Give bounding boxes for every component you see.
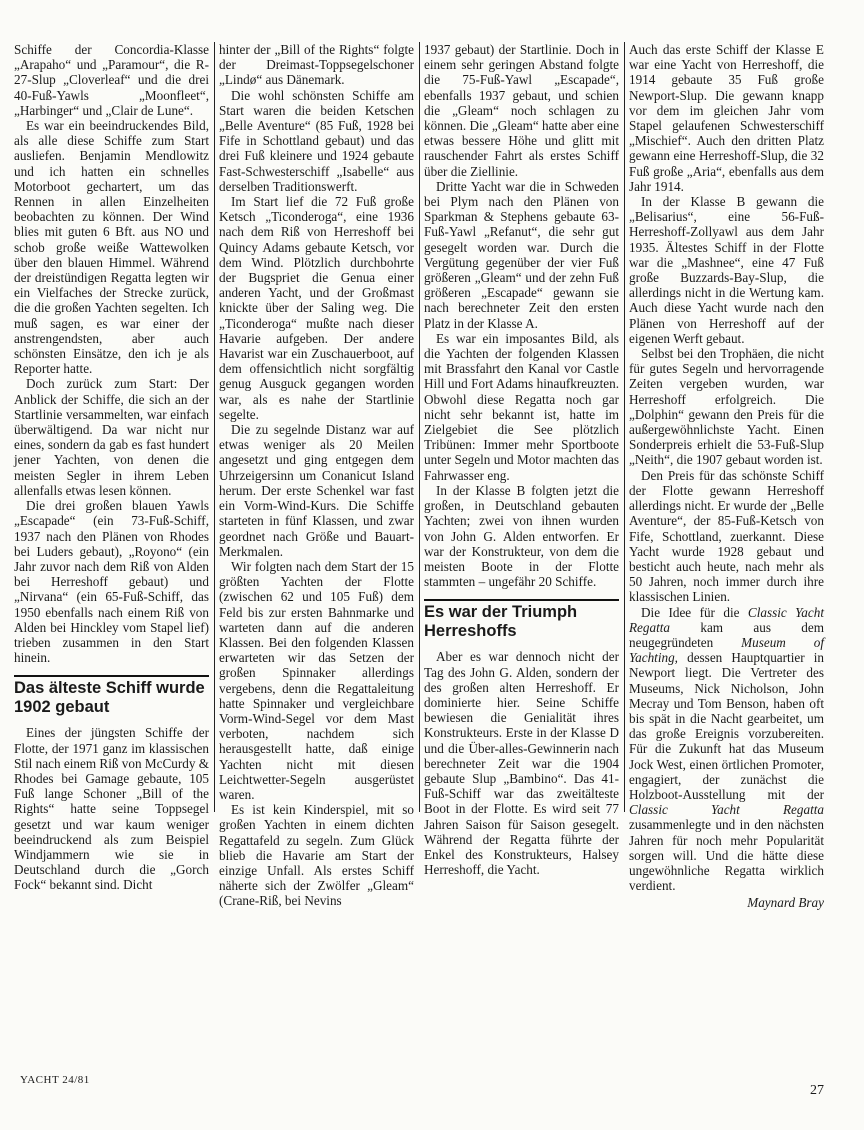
column-4 <box>629 42 824 911</box>
subheading-box <box>424 599 619 641</box>
column-rule <box>214 42 215 812</box>
paragraph: Den Preis für das schönste Schiff der Flotte gewann Herreshoff allerdings nicht. Er wurde der „Belle Aventure“, der 85-Fuß-Ketsch von Fife, Schottland, zuerkannt. Diese Yacht wurde 1928 gebaut und besticht auch heute, nach mehr als 50 Jahren, noch immer durch ihre klassischen Linien. <box>629 467 824 605</box>
page-number: 27 <box>810 1083 824 1098</box>
paragraph: Im Start lief die 72 Fuß große Ketsch „Ticonderoga“, eine 1936 nach dem Riß von Herreshoff bei Quincy Adams gebaute Ketsch, vor dem Wind. Plötzlich durchbohrte der Bugspriet die Genua einer anderen Yacht, und der Großmast knickte über der Saling weg. Die „Ticonderoga“ mußte nach dieser Havarie aufgeben. Der andere Havarist war ein Zuschauerboot, auf dem offensichtlich nicht sorgfältig genug Ausguck gegangen worden war, als es nahe der Startlinie segelte. <box>219 194 414 422</box>
column-3 <box>424 42 619 878</box>
paragraph: 1937 gebaut) der Startlinie. Doch in einem sehr geringen Abstand folgte die 75-Fuß-Yawl „Escapade“, ebenfalls 1937 gebaut, und schien die „Gleam“ noch schlagen zu können. Die „Gleam“ hatte aber eine etwas bessere Höhe und glitt mit rauschender Fahrt als erstes Schiff über die Ziellinie. <box>424 42 619 179</box>
paragraph: In der Klasse B folgten jetzt die großen, in Deutschland gebauten Yachten; zwei von ihnen wurden von John G. Alden entworfen. Er war der Konstrukteur, von dem die meisten Boote in der Flotte stammten – ungefähr 20 Schiffe. <box>424 482 619 590</box>
publication-footer: YACHT 24/81 <box>20 1074 90 1086</box>
paragraph: hinter der „Bill of the Rights“ folgte der Dreimast-Toppsegelschoner „Lindø“ aus Dänemark. <box>219 42 414 88</box>
paragraph: Die zu segelnde Distanz war auf etwas weniger als 20 Meilen angesetzt und ging entgegen dem Uhrzeigersinn um Conanicut Island herum. Der erste Schenkel war fast ein Vorm-Wind-Kurs. Die Schiffe starteten in fünf Klassen, und zwar geordnet nach Größe und Bauart-Merkmalen. <box>219 422 414 559</box>
column-rule <box>419 42 420 812</box>
text: dessen Hauptquartier in Newport liegt. Die Vertreter des Museums, Nick Nicholson, John Mecray und Tom Benson, haben oft bis spät in die Nacht gearbeitet, um das große Ereignis vorzubereiten. Für die Zukunft hat das Museum Jock West, einen örtlichen Promoter, engagiert, der zunächst die Holzboot-Ausstellung mit der <box>629 650 824 802</box>
author-signature: Maynard Bray <box>747 895 824 911</box>
paragraph: Schiffe der Concordia-Klasse „Arapaho“ und „Paramour“, die R-27-Slup „Cloverleaf“ und die drei 40-Fuß-Yawls „Moonfleet“, „Harbinger“ und „Clair de Lune“. <box>14 42 209 118</box>
column-1 <box>14 42 209 893</box>
paragraph: Aber es war dennoch nicht der Tag des John G. Alden, sondern der des großen alten Herreshoff. Er dominierte hier. Seine Schiffe bewiesen die Genialität ihres Konstrukteurs. Erste in der Klasse D und die Über-alles-Gewinnerin nach berechneter Zeit war die 1904 gebaute Slup „Bambino“. Das 41-Fuß-Schiff war das zweitälteste Boot in der Flotte. Es wird seit 77 Jahren Saison für Saison gesegelt. Während der Regatta führte der Enkel des Konstrukteurs, Halsey Herreshoff, die Yacht. <box>424 649 619 878</box>
column-rule <box>624 42 625 812</box>
text: Die Idee für die <box>641 604 748 620</box>
emphasis: Classic Yacht Regatta <box>629 604 824 635</box>
paragraph: In der Klasse B gewann die „Belisarius“, eine 56-Fuß-Herreshoff-Zollyawl aus dem Jahr 1935. Ältestes Schiff in der Flotte war die „Mashnee“, eine 47 Fuß große Buzzards-Bay-Slup, die allerdings nicht in die Wertung kam. Auch diese Yacht wurde nach den Plänen von Herreshoff auf der eigenen Werft gebaut. <box>629 194 824 346</box>
column-2 <box>219 42 414 909</box>
paragraph: Doch zurück zum Start: Der Anblick der Schiffe, die sich an der Startlinie versammelten, war einfach überwältigend. Da war nicht nur eines, sondern da gab es fast hundert jener Yachten, von denen die meisten Segler in ihrem Leben allenfalls etwas lesen können. <box>14 376 209 498</box>
paragraph: Die drei großen blauen Yawls „Escapade“ (ein 73-Fuß-Schiff, 1937 nach den Plänen von Rhodes bei Luders gebaut), „Royono“ (ein Jahr zuvor nach dem Riß von Alden bei Herreshoff gebaut) und „Nirvana“ (ein 65-Fuß-Schiff, das 1950 ebenfalls nach einem Riß von Alden bei Hinckley vom Stapel lief) trieben zusammen in den Start hinein. <box>14 498 209 666</box>
emphasis: Museum of Yachting, <box>629 634 824 666</box>
text: zusammenlegte und in den nächsten Jahren für noch mehr Popularität sorgen will. Und die hätte diese ungewöhnliche Regatta wirklich verdient. <box>629 817 824 894</box>
subheading-box <box>14 675 209 717</box>
paragraph: Wir folgten nach dem Start der 15 größten Yachten der Flotte (zwischen 62 und 105 Fuß) dem Feld bis zur ersten Bahnmarke und warteten dann auf die anderen Klassen. Bei den folgenden Klassen erwarteten wir das Setzen der großen Spinnaker allerdings vergebens, denn die Regattaleitung hatte Spinnaker und vergleichbare Vorm-Wind-Segel vor dem Mast verboten, nachdem sich herausgestellt hatte, daß einige Yachten nicht mit diesen Leichtwetter-Segeln ausgerüstet waren. <box>219 558 414 802</box>
paragraph <box>629 605 824 894</box>
paragraph: Die wohl schönsten Schiffe am Start waren die beiden Ketschen „Belle Aventure“ (85 Fuß, 1928 bei Fife in Schottland gebaut) und das drei Fuß kleinere und 1924 gebaute Fast-Schwesterschiff „Isabelle“ aus derselben Traditionswerft. <box>219 87 414 194</box>
emphasis: Classic Yacht Regatta <box>629 802 824 818</box>
subheading: Es war der Triumph Herreshoffs <box>424 603 578 641</box>
paragraph: Dritte Yacht war die in Schweden bei Plym nach den Plänen von Sparkman & Stephens gebaute 63-Fuß-Yawl „Refanut“, die sehr gut gesegelt worden war. Durch die Vergütung gegenüber der vier Fuß größeren „Gleam“ und der zehn Fuß größeren „Escapade“ gewann sie nach berechneter Zeit den ersten Platz in der Klasse A. <box>424 178 619 331</box>
paragraph: Es war ein beeindruckendes Bild, als alle diese Schiffe zum Start ausliefen. Benjamin Mendlowitz und ich hatten ein schnelles Motorboot gechartert, um das Rennen in allen Einzelheiten beobachten zu können. Der Wind blies mit guten 6 Bft. aus NO und schob große weiße Wattewolken über den blauen Himmel. Während der dreistündigen Regatta legten wir ein Vielfaches der Strecke zurück, die die großen Yachten segelten. Ich muß sagen, es war einer der anstrengendsten, aber auch schönsten Einsätze, den ich je als Reporter hatte. <box>14 118 209 377</box>
paragraph: Es ist kein Kinderspiel, mit so großen Yachten in einem dichten Regattafeld zu segeln. Zum Glück blieb die Havarie am Start der einzige Unfall. Als erstes Schiff näherte sich der Zwölfer „Gleam“ (Crane-Riß, bei Nevins <box>219 802 414 909</box>
text: kam aus dem neugegründeten <box>629 619 824 650</box>
paragraph: Es war ein imposantes Bild, als die Yachten der folgenden Klassen mit Brassfahrt den Kanal vor Castle Hill und Fort Adams hinaufkreuzten. Obwohl diese Regatta noch gar nicht sehr bekannt ist, hatte im Zielgebiet die See plötzlich Tribünen: Immer mehr Sportboote unter Segeln und Motor machten das Fahrwasser eng. <box>424 330 619 483</box>
subheading: Das älteste Schiff wurde 1902 gebaut <box>14 679 205 717</box>
paragraph: Selbst bei den Trophäen, die nicht für gutes Segeln und hervorragende Zeiten vergeben wurden, war Herreshoff erfolgreich. Die „Dolphin“ gewann den Preis für die außergewöhnlichste Yacht. Einen Sonderpreis erhielt die 53-Fuß-Slup „Neith“, die 1907 gebaut worden ist. <box>629 346 824 468</box>
article-page <box>14 42 824 911</box>
paragraph: Eines der jüngsten Schiffe der Flotte, der 1971 ganz im klassischen Stil nach einem Riß von McCurdy & Rhodes bei Gamage gebaute, 105 Fuß lange Schoner „Bill of the Rights“ hatte seine Toppsegel gesetzt und war kaum weniger beeindruckend als zum Beispiel Windjammern wie sie in Deutschland durch die „Gorch Fock“ bekannt sind. Dicht <box>14 725 209 893</box>
paragraph: Auch das erste Schiff der Klasse E war eine Yacht von Herreshoff, die 1914 gebaute 35 Fuß große Newport-Slup. Die gewann knapp vor dem im gleichen Jahr vom Stapel gelaufenen Schwesterschiff „Mischief“. Auch den dritten Platz gewann eine Herreshoff-Slup, die 32 Fuß große „Aria“, ebenfalls aus dem Jahr 1914. <box>629 42 824 194</box>
